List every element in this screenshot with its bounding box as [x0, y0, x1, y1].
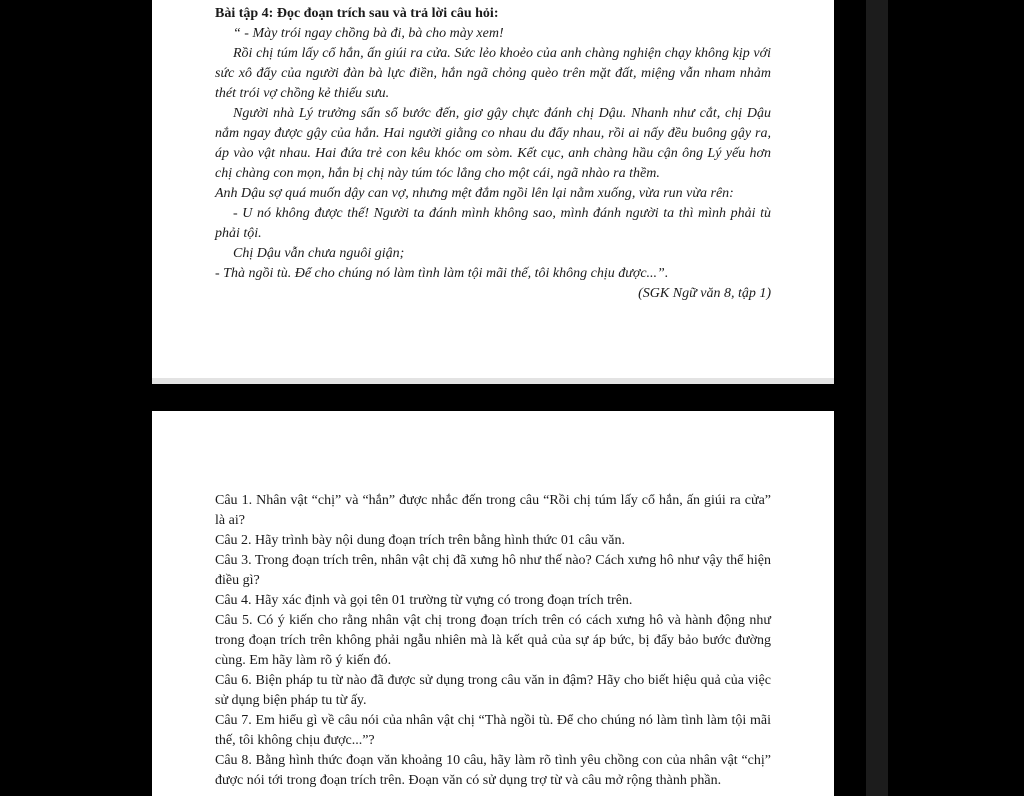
excerpt-line-1: “ - Mày trói ngay chồng bà đi, bà cho mày xem! [233, 26, 504, 41]
excerpt-paragraph-3: Người nhà Lý trưởng sấn sổ bước đến, giơ gậy chực đánh chị Dậu. Nhanh như cắt, chị Dậu nắm ngay được gậy của hắn. Hai người giằng co nhau du đẩy nhau, rồi ai nấy đều buông gậy ra, áp vào vật nhau. Hai đứa trẻ con kêu khóc om sòm. Kết cục, anh chàng hầu cận ông Lý yếu hơn chị chàng con mọn, hắn bị chị này túm tóc lẳng cho một cái, ngã nhào ra thềm. [215, 106, 771, 181]
document-page-2 [152, 411, 834, 796]
excerpt-paragraph-5: - U nó không được thế! Người ta đánh mình không sao, mình đánh người ta thì mình phải tù phải tội. [215, 206, 771, 241]
question-2: Câu 2. Hãy trình bày nội dung đoạn trích trên bằng hình thức 01 câu văn. [215, 533, 625, 548]
page-1-content [215, 4, 771, 304]
exercise-title: Bài tập 4: Đọc đoạn trích sau và trả lời câu hỏi: [215, 6, 499, 21]
page-2-content [215, 491, 771, 791]
question-4: Câu 4. Hãy xác định và gọi tên 01 trường từ vựng có trong đoạn trích trên. [215, 593, 633, 608]
excerpt-paragraph-7: - Thà ngồi tù. Để cho chúng nó làm tình làm tội mãi thế, tôi không chịu được...”. [215, 266, 669, 281]
question-3: Câu 3. Trong đoạn trích trên, nhân vật chị đã xưng hô như thế nào? Cách xưng hô như vậy thể hiện điều gì? [215, 553, 771, 588]
question-7: Câu 7. Em hiểu gì về câu nói của nhân vật chị “Thà ngồi tù. Để cho chúng nó làm tình làm tội mãi thế, tôi không chịu được...”? [215, 713, 771, 748]
question-8: Câu 8. Bằng hình thức đoạn văn khoảng 10 câu, hãy làm rõ tình yêu chồng con của nhân vật “chị” được nói tới trong đoạn trích trên. Đoạn văn có sử dụng trợ từ và câu mở rộng thành phần. [215, 753, 771, 788]
question-6: Câu 6. Biện pháp tu từ nào đã được sử dụng trong câu văn in đậm? Hãy cho biết hiệu quả của việc sử dụng biện pháp tu từ ấy. [215, 673, 771, 708]
excerpt-paragraph-6: Chị Dậu vẫn chưa nguôi giận; [233, 246, 405, 261]
excerpt-paragraph-2: Rồi chị túm lấy cổ hắn, ấn giúi ra cửa. Sức lẻo khoẻo của anh chàng nghiện chạy không kịp với sức xô đẩy của người đàn bà lực điền, hắn ngã chỏng quèo trên mặt đất, miệng vẫn nham nhảm thét trói vợ chồng kẻ thiếu sưu. [215, 46, 771, 101]
document-page-1 [152, 0, 834, 384]
question-1: Câu 1. Nhân vật “chị” và “hắn” được nhắc đến trong câu “Rồi chị túm lấy cổ hắn, ấn giúi ra cửa” là ai? [215, 493, 771, 528]
question-5: Câu 5. Có ý kiến cho rằng nhân vật chị trong đoạn trích trên có cách xưng hô và hành động như trong đoạn trích trên không phải ngẫu nhiên mà là kết quả của sự áp bức, bị đẩy bảo bước đường cùng. Em hãy làm rõ ý kiến đó. [215, 613, 771, 668]
excerpt-paragraph-4: Anh Dậu sợ quá muốn dậy can vợ, nhưng mệt đắm ngồi lên lại nằm xuống, vừa run vừa rên: [215, 186, 734, 201]
viewer-scroll-edge [866, 0, 888, 796]
excerpt-source: (SGK Ngữ văn 8, tập 1) [638, 286, 771, 301]
